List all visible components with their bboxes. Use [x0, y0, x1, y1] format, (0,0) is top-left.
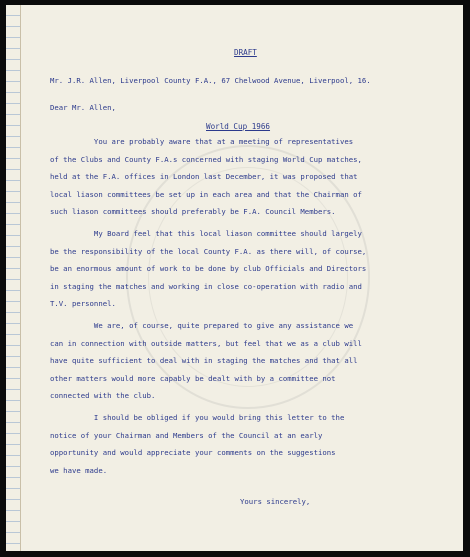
- paragraph-line: opportunity and would appreciate your comments on the suggestions: [50, 448, 336, 458]
- salutation: Dear Mr. Allen,: [50, 103, 116, 112]
- paragraph-line: of the Clubs and County F.A.s concerned with staging World Cup matches,: [50, 154, 362, 164]
- paragraph-line: have quite sufficient to deal with in staging the matches and that all: [50, 356, 358, 366]
- paragraph-line: I should be obliged if you would bring this letter to the: [50, 413, 345, 422]
- paragraph-1: [50, 133, 450, 221]
- paragraph-line: held at the F.A. offices in London last December, it was proposed that: [50, 172, 358, 182]
- ruled-margin: [6, 5, 21, 551]
- draft-label: DRAFT: [234, 48, 257, 57]
- paragraph-line: in staging the matches and working in close co-operation with radio and: [50, 281, 362, 291]
- letter-page: [6, 5, 463, 551]
- paragraph-line: such liason committees should preferably be F.A. Council Members.: [50, 207, 336, 217]
- paragraph-2: [50, 225, 450, 313]
- paragraph-line: connected with the club.: [50, 391, 156, 401]
- paragraph-line: local liason committees be set up in each area and that the Chairman of: [50, 189, 362, 199]
- subject-heading: World Cup 1966: [206, 122, 271, 131]
- paragraph-line: T.V. personnel.: [50, 299, 116, 309]
- paragraph-line: You are probably aware that at a meeting of representatives: [50, 137, 354, 146]
- paragraph-line: other matters would more capably be dealt with by a committee not: [50, 373, 336, 383]
- paragraph-line: be an enormous amount of work to be done by club Officials and Directors: [50, 264, 367, 274]
- paragraph-line: notice of your Chairman and Members of the Council at an early: [50, 430, 323, 440]
- paragraph-4: [50, 409, 450, 479]
- paragraph-line: can in connection with outside matters, but feel that we as a club will: [50, 338, 362, 348]
- closing: Yours sincerely,: [240, 497, 311, 506]
- paragraph-line: My Board feel that this local liason committee should largely: [50, 229, 362, 238]
- paragraph-line: be the responsibility of the local County F.A. as there will, of course,: [50, 246, 367, 256]
- paragraph-3: [50, 317, 450, 405]
- paragraph-line: we have made.: [50, 465, 108, 475]
- addressee-line: Mr. J.R. Allen, Liverpool County F.A., 67 Chelwood Avenue, Liverpool, 16.: [50, 76, 371, 85]
- paragraph-line: We are, of course, quite prepared to give any assistance we: [50, 321, 354, 330]
